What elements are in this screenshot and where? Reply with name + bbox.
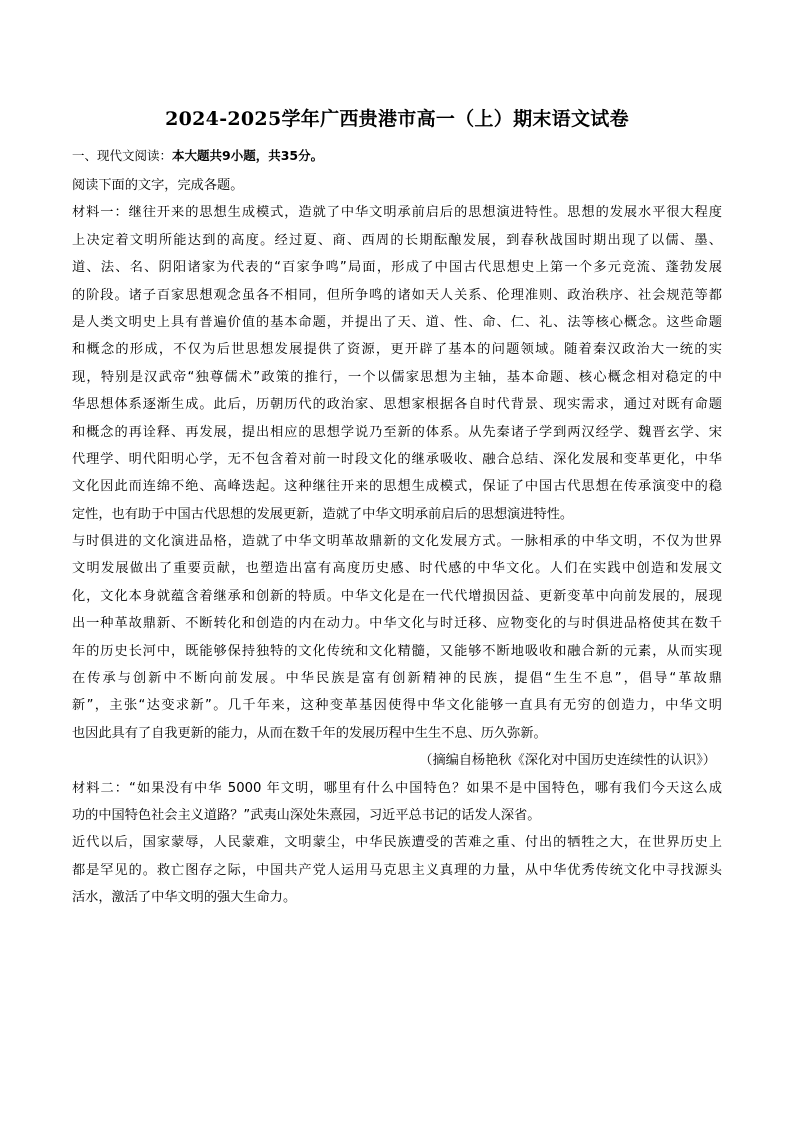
passage-line: 新”，主张“达变求新”。几千年来，这种变革基因使得中华文化能够一直具有无穷的创造力，中华文明 — [72, 698, 722, 714]
passage-line: 材料二：“如果没有中华 5000 年文明，哪里有什么中国特色？如果不是中国特色，哪有我们今天这么成 — [72, 780, 722, 796]
passage-line: 年的历史长河中，既能够保持独特的文化传统和文化精髓，又能够不断地吸收和融合新的元素，从而实现 — [72, 643, 722, 659]
passage-line: 都是罕见的。救亡图存之际，中国共产党人运用马克思主义真理的力量，从中华优秀传统文化中寻找源头 — [72, 862, 722, 878]
instruction-line: 阅读下面的文字，完成各题。 — [72, 178, 244, 193]
reading-passage — [72, 172, 722, 912]
passage-line: 化，文化本身就蕴含着继承和创新的特质。中华文化是在一代代增损因益、更新变革中向前发展的，展现 — [72, 588, 722, 604]
source-citation: （摘编自杨艳秋《深化对中国历史连续性的认识》） — [419, 753, 716, 769]
passage-line: 上决定着文明所能达到的高度。经过夏、商、西周的长期酝酿发展，到春秋战国时期出现了以儒、墨、 — [72, 232, 722, 248]
passage-line: 在传承与创新中不断向前发展。中华民族是富有创新精神的民族，提倡“生生不息”，倡导“革故鼎 — [72, 671, 722, 687]
passage-line: 和概念的再诠释、再发展，提出相应的思想学说乃至新的体系。从先秦诸子学到两汉经学、魏晋玄学、宋 — [72, 424, 722, 440]
passage-line: 的阶段。诸子百家思想观念虽各不相同，但所争鸣的诸如天人关系、伦理准则、政治秩序、社会规范等都 — [72, 287, 722, 303]
passage-line: 活水，激活了中华文明的强大生命力。 — [72, 890, 297, 906]
passage-line: 近代以后，国家蒙辱，人民蒙难，文明蒙尘，中华民族遭受的苦难之重、付出的牺牲之大，在世界历史上 — [72, 835, 722, 851]
section-header — [72, 146, 323, 164]
passage-line: 代理学、明代阳明心学，无不包含着对前一时段文化的继承吸收、融合总结、深化发展和变革更化，中华 — [72, 451, 722, 467]
section-header-prefix: 一、现代文阅读： — [72, 148, 173, 163]
passage-line: 和概念的形成，不仅为后世思想发展提供了资源，更开辟了基本的问题领域。随着秦汉政治大一统的实 — [72, 342, 722, 358]
passage-line: 定性，也有助于中国古代思想的发展更新，造就了中华文明承前启后的思想演进特性。 — [72, 506, 574, 522]
passage-line: 文明发展做出了重要贡献，也塑造出富有高度历史感、时代感的中华文化。人们在实践中创造和发展文 — [72, 561, 722, 577]
passage-line: 功的中国特色社会主义道路？”武夷山深处朱熹园，习近平总书记的话发人深省。 — [72, 807, 541, 823]
passage-line: 华思想体系逐渐生成。此后，历朝历代的政治家、思想家根据各自时代背景、现实需求，通过对既有命题 — [72, 397, 722, 413]
passage-line: 材料一：继往开来的思想生成模式，造就了中华文明承前启后的思想演进特性。思想的发展水平很大程度 — [72, 205, 722, 221]
passage-line: 也因此具有了自我更新的能力，从而在数千年的发展历程中生生不息、历久弥新。 — [72, 725, 547, 741]
passage-line: 文化因此而连绵不绝、高峰迭起。这种继往开来的思想生成模式，保证了中国古代思想在传承演变中的稳 — [72, 479, 722, 495]
passage-line: 出一种革故鼎新、不断转化和创造的内在动力。中华文化与时迁移、应物变化的与时俱进品格使其在数千 — [72, 616, 722, 632]
passage-line: 现，特别是汉武帝“独尊儒术”政策的推行，一个以儒家思想为主轴，基本命题、核心概念相对稳定的中 — [72, 369, 722, 385]
passage-line: 道、法、名、阴阳诸家为代表的“百家争鸣”局面，形成了中国古代思想史上第一个多元竞流、蓬勃发展 — [72, 260, 722, 276]
passage-line: 是人类文明史上具有普遍价值的基本命题，并提出了天、道、性、命、仁、礼、法等核心概念。这些命题 — [72, 314, 722, 330]
section-header-detail: 本大题共9小题，共35分。 — [172, 148, 324, 163]
passage-line: 与时俱进的文化演进品格，造就了中华文明革故鼎新的文化发展方式。一脉相承的中华文明，不仅为世界 — [72, 534, 722, 550]
document-title: 2024-2025学年广西贵港市高一（上）期末语文试卷 — [165, 108, 629, 130]
